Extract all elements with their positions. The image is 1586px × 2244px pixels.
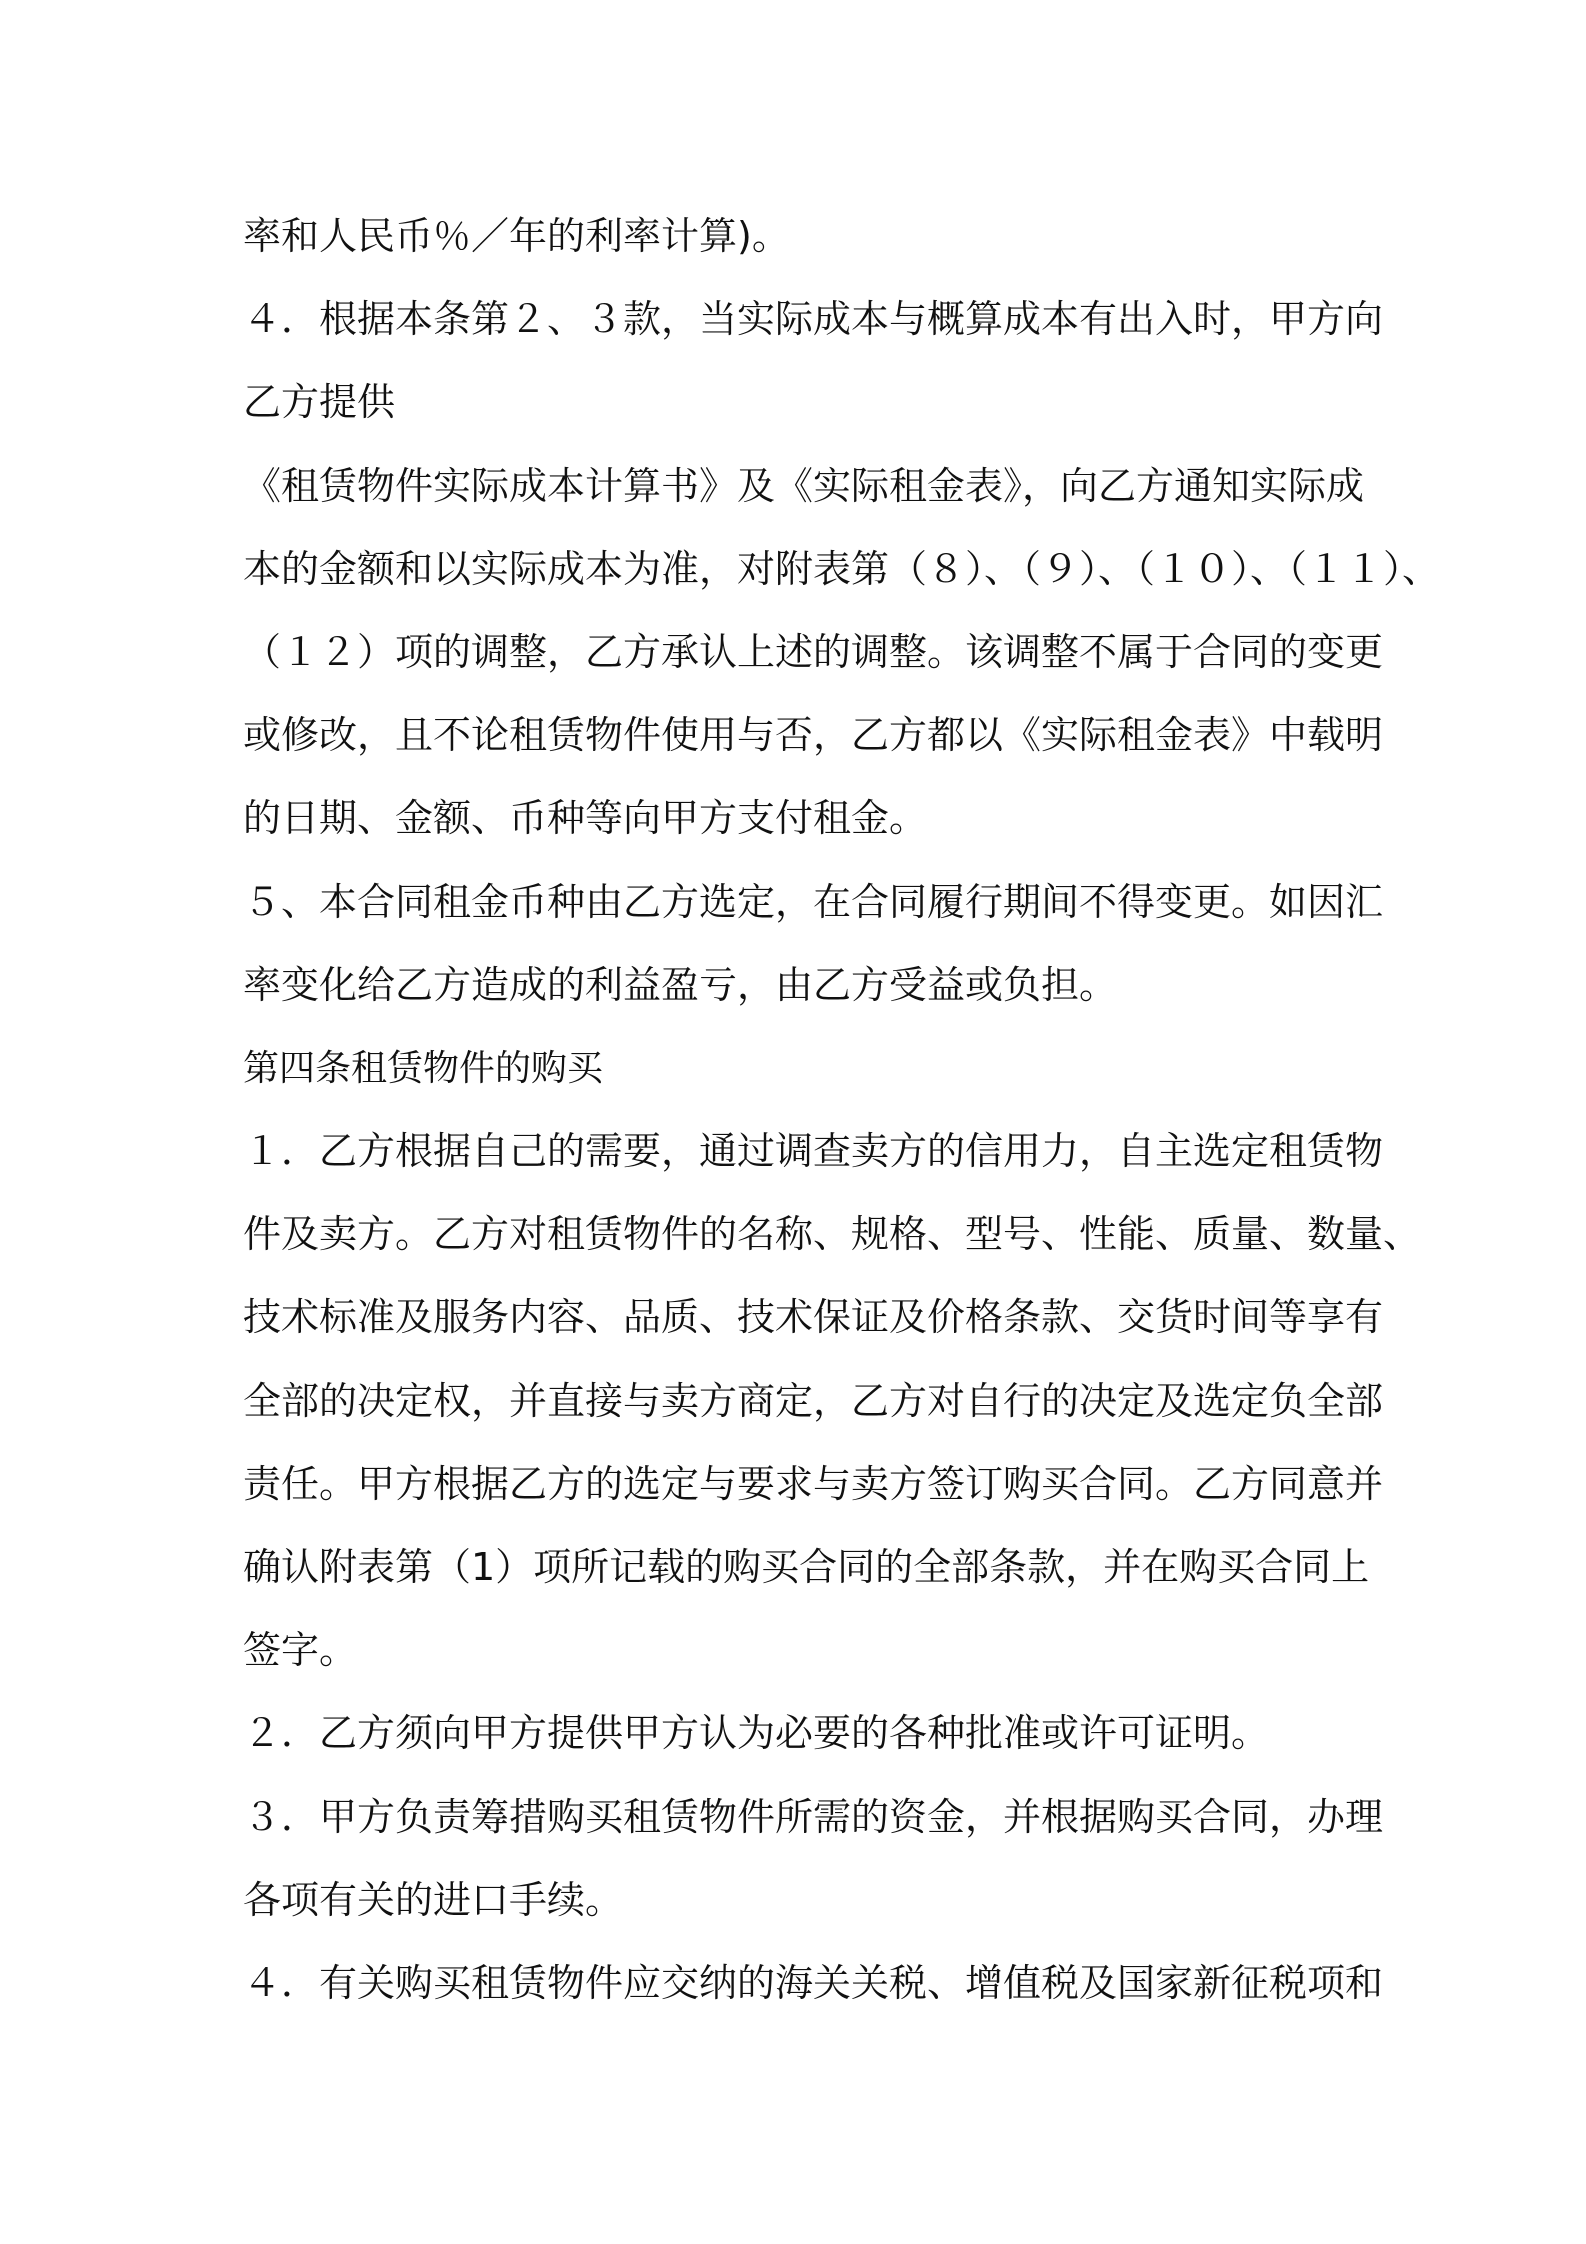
text-line: ４．有关购买租赁物件应交纳的海关关税、增值税及国家新征税项和 (243, 1960, 1384, 2005)
text-line: ２．乙方须向甲方提供甲方认为必要的各种批准或许可证明。 (243, 1711, 1270, 1756)
text-line: 全部的决定权，并直接与卖方商定，乙方对自行的决定及选定负全部 (243, 1378, 1384, 1423)
text-line: ４．根据本条第２、３款，当实际成本与概算成本有出入时，甲方向 (243, 297, 1384, 342)
text-line: １．乙方根据自己的需要，通过调查卖方的信用力，自主选定租赁物 (243, 1129, 1384, 1174)
text-line: 确认附表第（1）项所记载的购买合同的全部条款，并在购买合同上 (243, 1545, 1370, 1589)
text-line: ３．甲方负责筹措购买租赁物件所需的资金，并根据购买合同，办理 (243, 1794, 1384, 1839)
text-line: 率变化给乙方造成的利益盈亏，由乙方受益或负担。 (243, 962, 1118, 1007)
text-line: 件及卖方。乙方对租赁物件的名称、规格、型号、性能、质量、数量、 (243, 1212, 1422, 1257)
text-line: 或修改，且不论租赁物件使用与否，乙方都以《实际租金表》中载明 (243, 713, 1384, 758)
text-line: 《租赁物件实际成本计算书》及《实际租金表》，向乙方通知实际成 (243, 463, 1365, 508)
document-body (243, 195, 1441, 2025)
text-line: 本的金额和以实际成本为准，对附表第（８）、（９）、（１０）、（１１）、 (243, 546, 1441, 591)
text-line: 的日期、金额、币种等向甲方支付租金。 (243, 796, 928, 841)
text-line: 各项有关的进口手续。 (243, 1877, 624, 1922)
text-line: （１２）项的调整，乙方承认上述的调整。该调整不属于合同的变更 (243, 629, 1384, 674)
text-line: 率和人民币％／年的利率计算)。 (243, 214, 790, 258)
text-line: 签字。 (243, 1628, 358, 1673)
section-heading: 第四条租赁物件的购买 (243, 1047, 604, 1089)
text-line: ５、本合同租金币种由乙方选定，在合同履行期间不得变更。如因汇 (243, 879, 1384, 924)
text-line: 技术标准及服务内容、品质、技术保证及价格条款、交货时间等享有 (243, 1295, 1384, 1340)
text-line: 乙方提供 (243, 380, 396, 425)
text-line: 责任。甲方根据乙方的选定与要求与卖方签订购买合同。乙方同意并 (243, 1461, 1384, 1506)
